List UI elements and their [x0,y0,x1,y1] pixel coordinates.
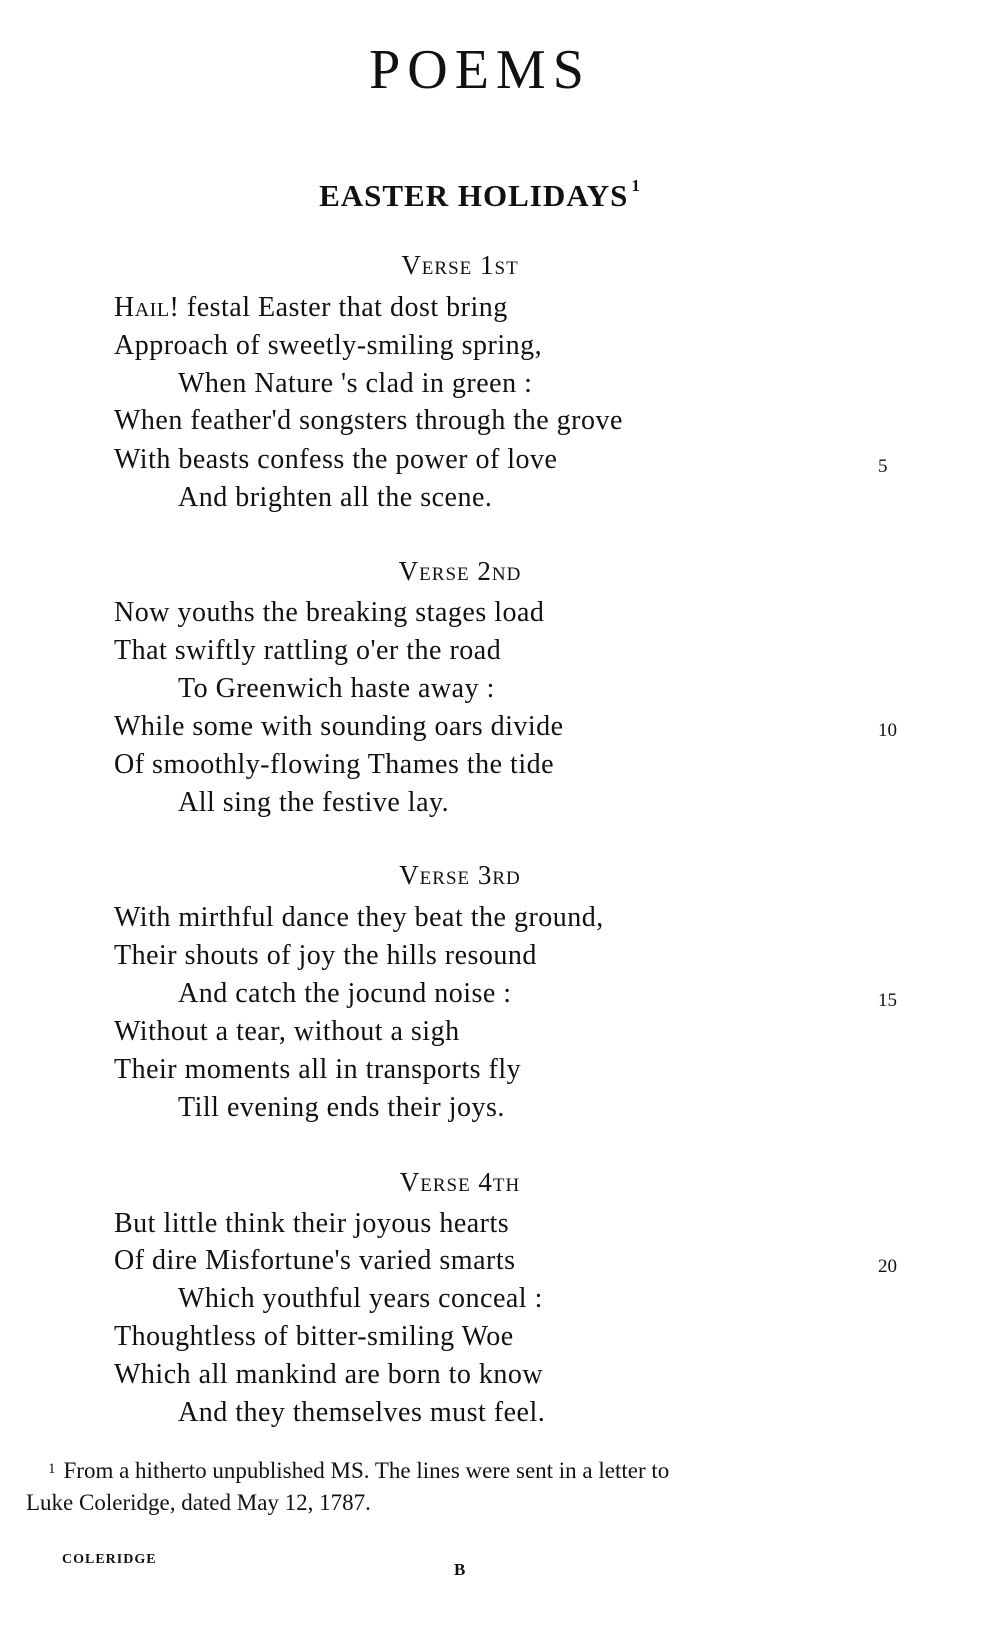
line-number: 5 [878,456,888,477]
opening-word: Hail [114,292,170,323]
verse-4-heading: Verse 4th [399,1167,521,1197]
line-number: 20 [878,1256,897,1277]
verse-line: And brighten all the scene. [178,482,493,513]
footnote-line-1 [26,1455,926,1487]
verse-3-heading: Verse 3rd [399,860,521,890]
footnote-text-1: From a hitherto unpublished MS. The lines were sent in a letter to [63,1458,670,1483]
verse-line: Now youths the breaking stages load [114,597,545,628]
verse-line: Thoughtless of bitter-smiling Woe [114,1321,514,1352]
poem-title-text: EASTER HOLIDAYS [319,178,629,213]
verse-line: But little think their joyous hearts [114,1208,510,1239]
verse-line: And they themselves must feel. [178,1397,546,1428]
verse-1-heading: Verse 1st [401,250,519,280]
sheet-signature-letter: B [454,1560,466,1579]
verse-line [114,292,508,324]
verse-2-heading: Verse 2nd [398,556,522,586]
verse-line: While some with sounding oars divide [114,711,564,742]
poem-title-footnote-marker: 1 [631,176,641,195]
verse-line: That swiftly rattling o'er the road [114,635,502,666]
verse-line: When feather'd songsters through the grove [114,405,623,436]
verse-line: Of dire Misfortune's varied smarts [114,1245,516,1276]
verse-line: To Greenwich haste away : [178,673,495,704]
verse-line: With beasts confess the power of love [114,444,558,475]
line-number: 10 [878,720,897,741]
footnote-line-2: Luke Coleridge, dated May 12, 1787. [26,1490,371,1515]
verse-line: Their shouts of joy the hills resound [114,940,537,971]
verse-line: All sing the festive lay. [178,787,450,818]
verse-line: Their moments all in transports fly [114,1054,522,1085]
poem-title [0,178,960,214]
verse-line: With mirthful dance they beat the ground, [114,902,604,933]
verse-line: Which youthful years conceal : [178,1283,543,1314]
footnote-marker: 1 [48,1461,56,1477]
verse-line: And catch the jocund noise : [178,978,512,1009]
verse-line: Without a tear, without a sigh [114,1016,460,1047]
printer-signature: COLERIDGE [62,1552,157,1567]
verse-line: Approach of sweetly-smiling spring, [114,330,543,361]
verse-line: Of smoothly-flowing Thames the tide [114,749,555,780]
verse-line: Till evening ends their joys. [178,1092,505,1123]
verse-line: When Nature 's clad in green : [178,368,533,399]
footnote [26,1455,926,1519]
line-text: ! festal Easter that dost bring [169,292,508,323]
verse-line: Which all mankind are born to know [114,1359,544,1390]
book-title: POEMS [369,39,591,101]
line-number: 15 [878,990,897,1011]
